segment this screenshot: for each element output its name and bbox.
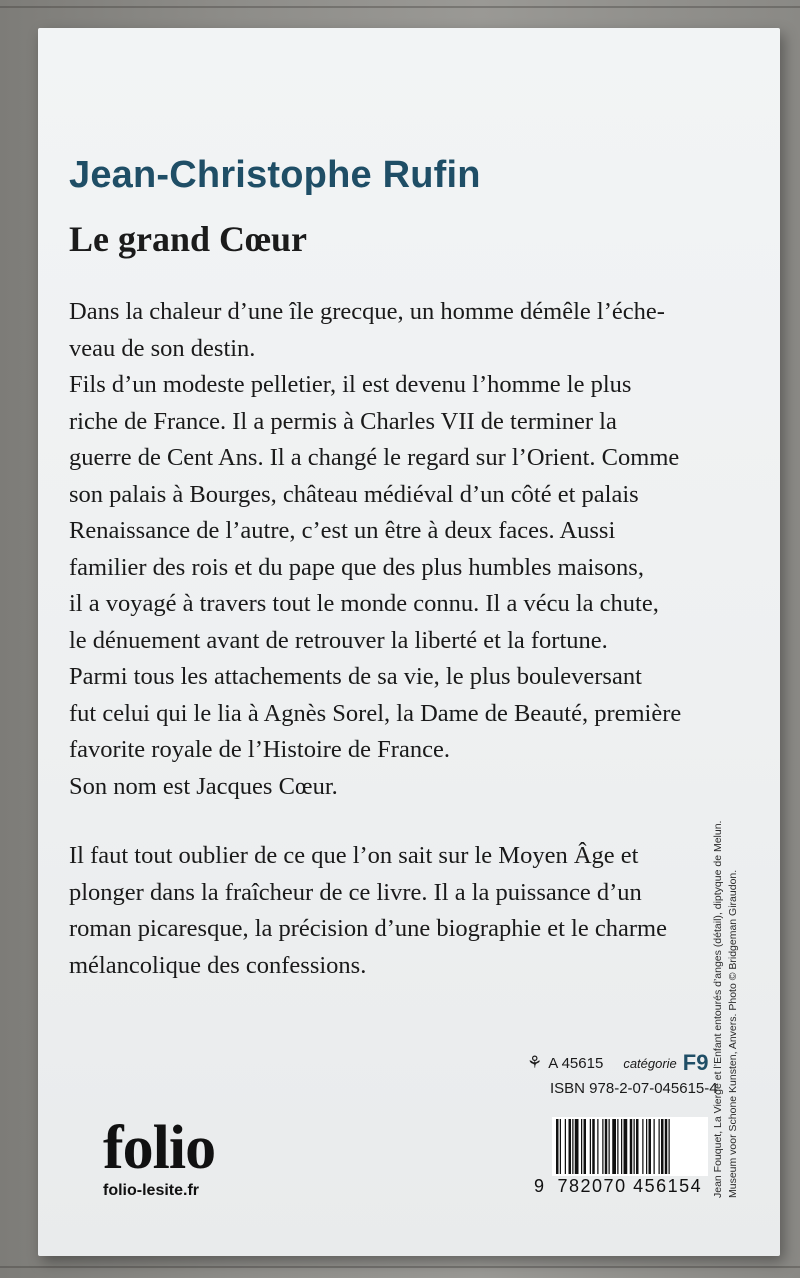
barcode-bar	[575, 1119, 579, 1174]
publisher-website: folio-lesite.fr	[103, 1182, 200, 1199]
barcode-bar	[584, 1119, 587, 1174]
barcode-bar	[612, 1119, 616, 1174]
isbn: ISBN 978-2-07-045615-4	[550, 1080, 718, 1097]
barcode-bar	[669, 1119, 670, 1174]
synopsis-line: Parmi tous les attachements de sa vie, le plus bouleversant	[69, 663, 642, 690]
barcode-bar	[590, 1119, 591, 1174]
barcode-bar	[649, 1119, 652, 1174]
synopsis-line: fut celui qui le lia à Agnès Sorel, la Dame de Beauté, première	[69, 699, 682, 727]
barcode-bar	[569, 1119, 572, 1174]
barcode-bar	[624, 1119, 628, 1174]
barcode-bar	[560, 1119, 561, 1174]
barcode-bar	[572, 1119, 573, 1174]
barcode-bar	[565, 1119, 566, 1174]
synopsis-line: Son nom est Jacques Cœur.	[69, 772, 338, 800]
barcode-bar	[609, 1119, 610, 1174]
barcode-digits: 782070 456154	[557, 1176, 703, 1196]
barcode-bar	[621, 1119, 622, 1174]
barcode-lead-digit: 9	[534, 1176, 546, 1196]
review	[69, 838, 709, 984]
barcode-bar	[630, 1119, 633, 1174]
barcode	[552, 1117, 708, 1176]
barcode-bar	[642, 1119, 643, 1174]
barcode-number	[534, 1176, 702, 1197]
barcode-bar	[597, 1119, 598, 1174]
synopsis-line: il a voyagé à travers tout le monde connu. Il a vécu la chute,	[69, 590, 659, 617]
barcode-bar	[605, 1119, 608, 1174]
barcode-bar	[659, 1119, 660, 1174]
review-line: plonger dans la fraîcheur de ce livre. Il a la puissance d’un	[69, 878, 642, 906]
synopsis-line: favorite royale de l’Histoire de France.	[69, 736, 450, 763]
barcode-bar	[646, 1119, 647, 1174]
synopsis-line: son palais à Bourges, château médiéval d’un côté et palais	[69, 480, 639, 508]
catalog-info	[527, 1050, 708, 1076]
barcode-bar	[661, 1119, 664, 1174]
barcode-bar	[581, 1119, 582, 1174]
book-title: Le grand Cœur	[69, 219, 308, 259]
barcode-bar	[665, 1119, 668, 1174]
category-code: F9	[682, 1050, 709, 1075]
credit-line: Museum voor Schone Kunsten, Anvers. Photo © Bridgeman Giraudon.	[727, 869, 739, 1198]
review-line: mélancolique des confessions.	[69, 951, 367, 979]
synopsis	[69, 294, 709, 805]
cover-credit	[711, 698, 741, 1198]
synopsis-line: Fils d’un modeste pelletier, il est devenu l’homme le plus	[69, 371, 632, 398]
synopsis-line: Renaissance de l’autre, c’est un être à deux faces. Aussi	[69, 517, 616, 544]
barcode-bar	[617, 1119, 618, 1174]
review-line: Il faut tout oublier de ce que l’on sait sur le Moyen Âge et	[69, 842, 639, 869]
synopsis-line: guerre de Cent Ans. Il a changé le regard sur l’Orient. Comme	[69, 444, 680, 471]
author-name: Jean-Christophe Rufin	[69, 154, 481, 196]
synopsis-line: familier des rois et du pape que des plus humbles maisons,	[69, 553, 644, 581]
barcode-bar	[634, 1119, 635, 1174]
catalog-code: A 45615	[548, 1055, 604, 1072]
barcode-bar	[556, 1119, 559, 1174]
synopsis-line: riche de France. Il a permis à Charles VII de terminer la	[69, 407, 617, 435]
barcode-bar	[602, 1119, 603, 1174]
barcode-bar	[654, 1119, 655, 1174]
category-label: catégorie	[623, 1056, 677, 1071]
synopsis-line: veau de son destin.	[69, 334, 256, 362]
folio-mark-icon: ⚘	[527, 1053, 543, 1072]
review-line: roman picaresque, la précision d’une biographie et le charme	[69, 915, 667, 942]
folio-logo: folio	[103, 1114, 216, 1182]
barcode-bar	[636, 1119, 639, 1174]
barcode-bars	[552, 1117, 708, 1176]
credit-line: Jean Fouquet, La Vierge et l’Enfant entourés d’anges (détail), diptyque de Melun.	[712, 820, 724, 1198]
synopsis-line: le dénuement avant de retrouver la liberté et la fortune.	[69, 626, 608, 654]
barcode-bar	[592, 1119, 595, 1174]
synopsis-line: Dans la chaleur d’une île grecque, un homme démêle l’éche-	[69, 298, 665, 325]
